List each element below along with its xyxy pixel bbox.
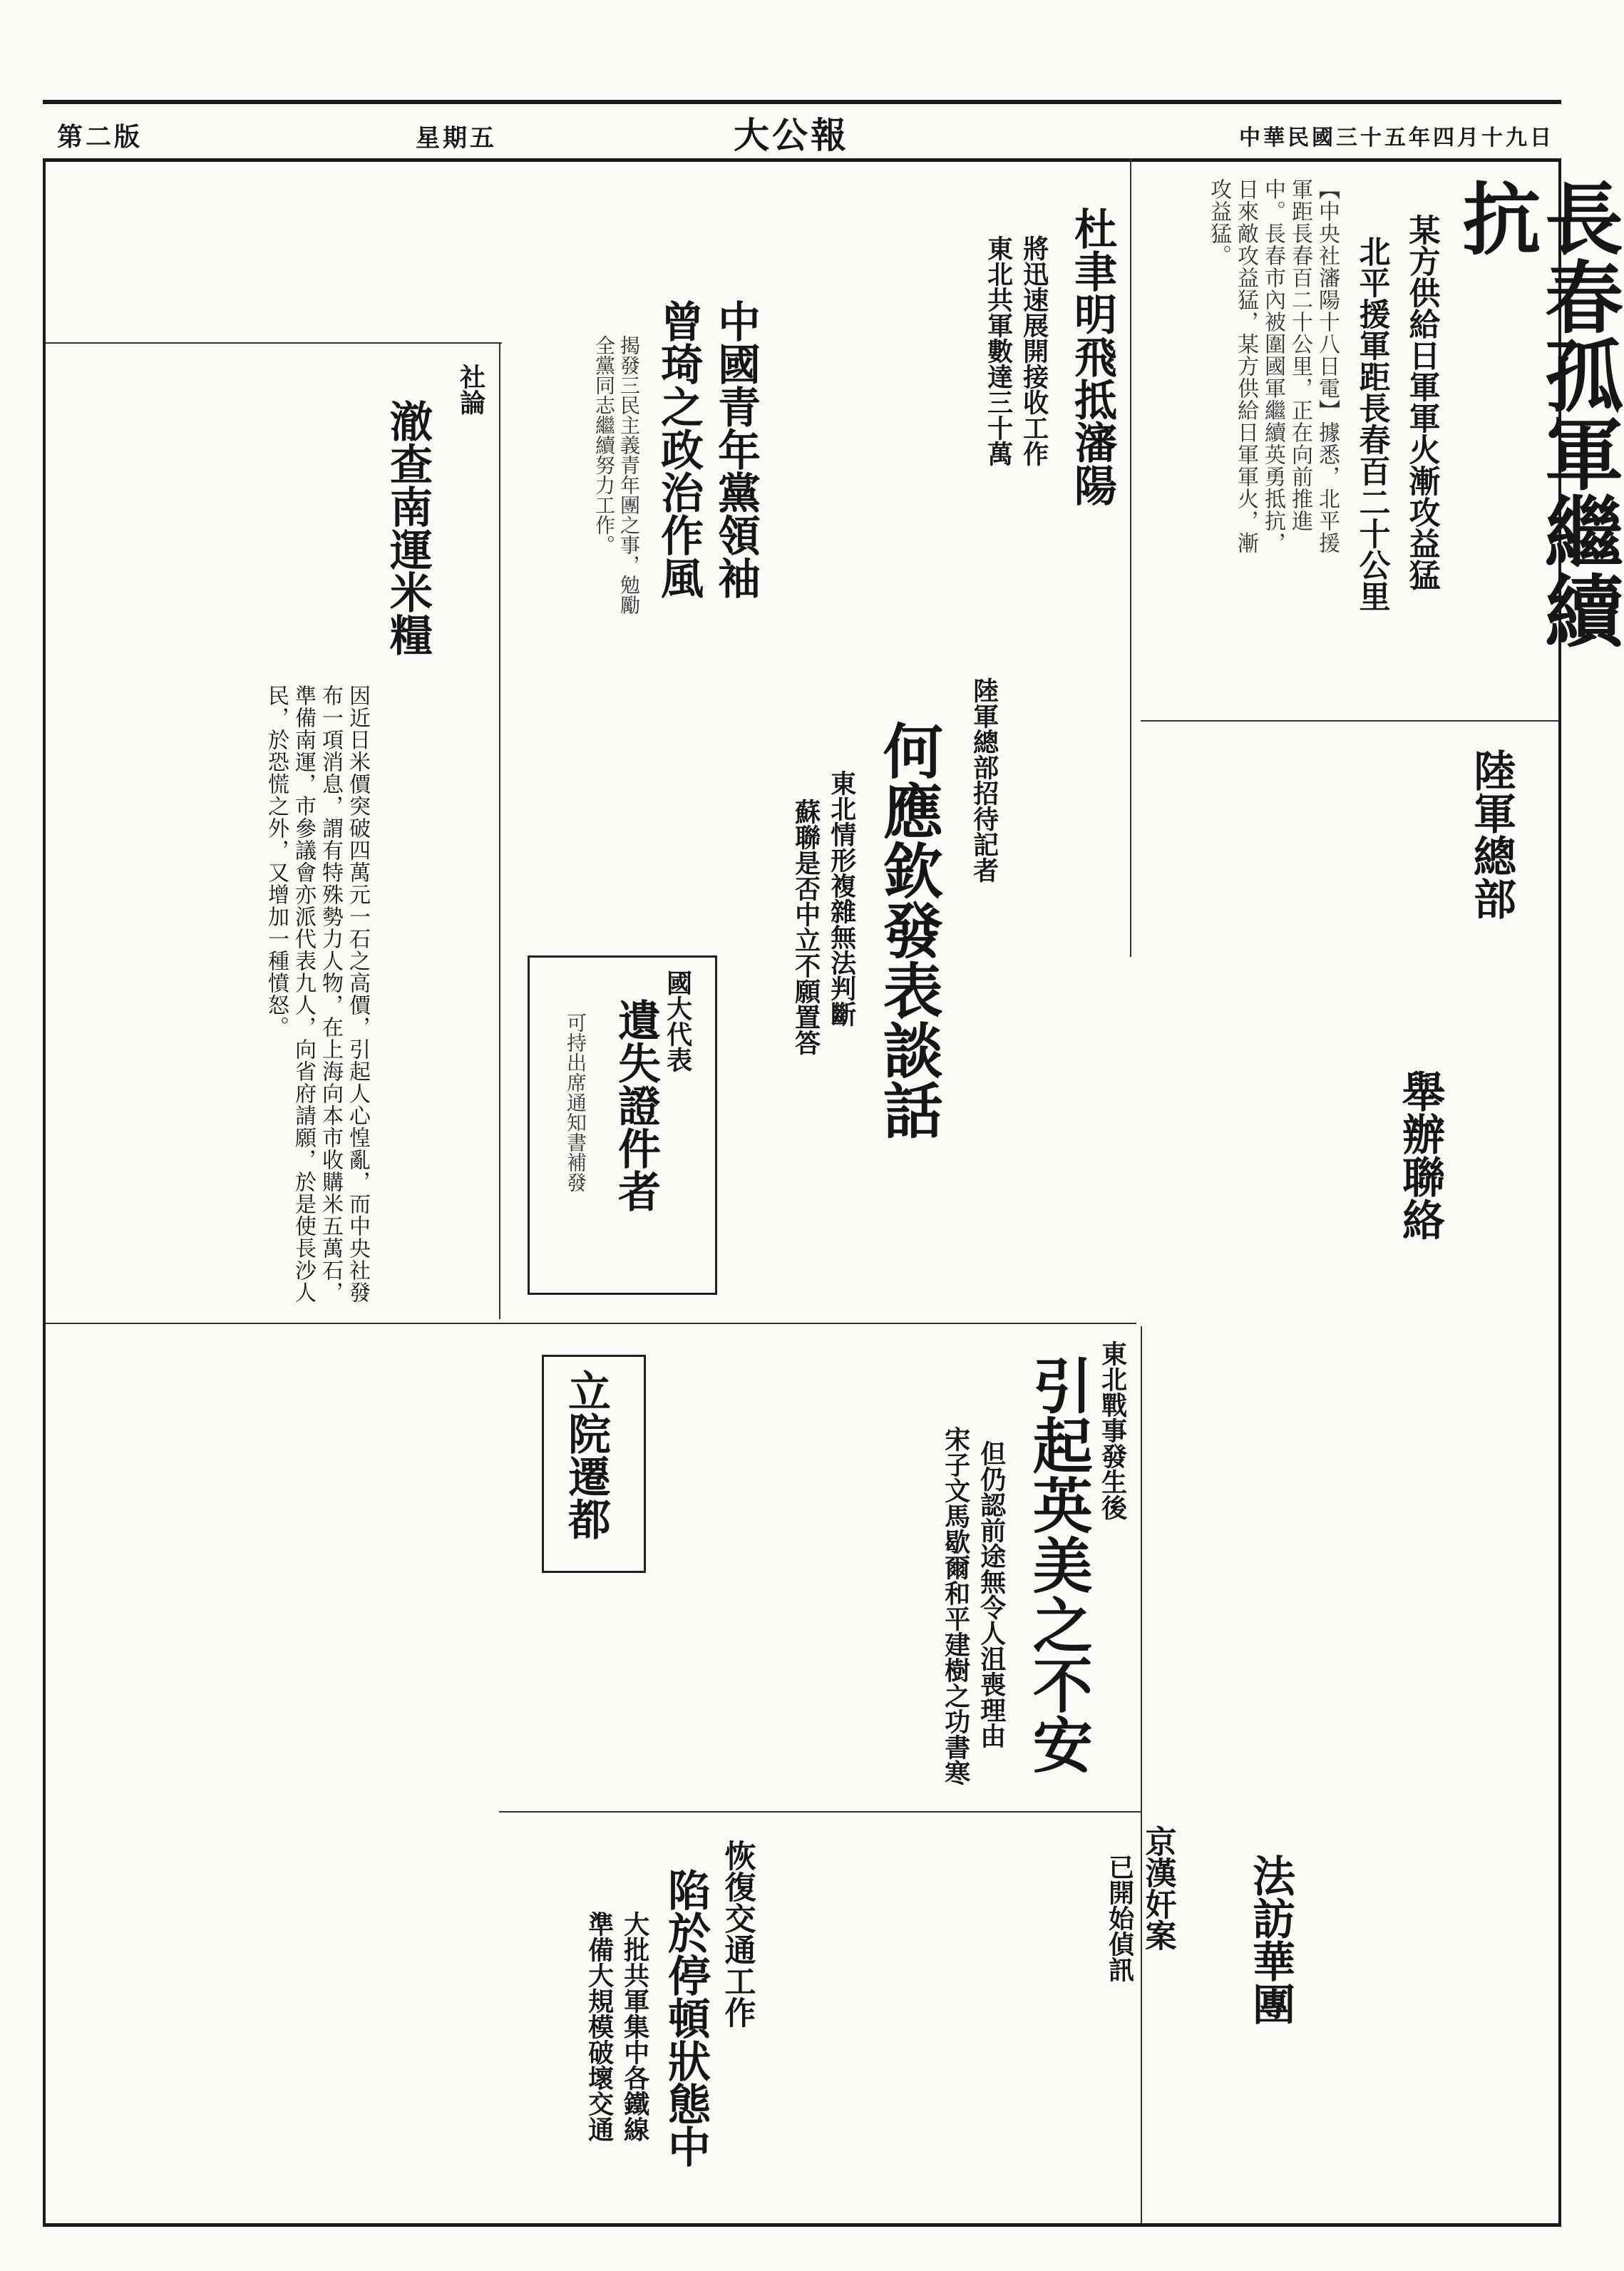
traffic-headline-2: 陷於停頓狀態中 <box>661 1868 711 2168</box>
he-kicker: 陸軍總部招待記者 <box>969 677 999 883</box>
column-divider <box>1130 158 1131 957</box>
divider <box>499 1811 1141 1813</box>
divider <box>1141 720 1558 722</box>
du-subhead: 將迅速展開接收工作 <box>1019 235 1049 466</box>
changchun-body: 【中央社瀋陽十八日電】據悉，北平援軍距長春百二十公里，正在向前推進中。長春市內被圍國軍繼續英勇抵抗，日來敵攻益猛，某方供給日軍軍火，漸攻益猛。 <box>1206 178 1340 554</box>
northeast-kicker: 東北戰事發生後 <box>1097 1340 1128 1520</box>
youth-headline: 中國青年黨領袖 <box>711 299 761 599</box>
changchun-subhead: 某方供給日軍軍火漸攻益猛 <box>1403 214 1440 590</box>
editorial-label: 社論 <box>456 364 486 415</box>
column-divider <box>1141 1326 1142 2223</box>
right-headline: 陸軍總部 <box>1466 749 1516 920</box>
delegate-headline-2: 遺失證件者 <box>611 998 661 1212</box>
editorial-body: 因近日米價突破四萬元一石之高價，引起人心惶亂，而中央社發布一項消息，謂有特殊勢力人物，在上海向本市收購米五萬石，準備南運，市參議會亦派代表九人，向省府請願，於是使長沙人民，於恐慌之外，又增加一種憤怒。 <box>264 685 370 1303</box>
bottom-rule <box>43 2223 1561 2227</box>
northeast-subhead-2: 宋子文馬歇爾和平建樹之功書寒 <box>940 1426 971 1785</box>
jinghan-headline: 京漢奸案 <box>1139 1825 1176 1951</box>
he-headline: 何應欽發表談話 <box>873 720 945 1139</box>
legislature-headline: 立院遷都 <box>561 1369 611 1540</box>
delegate-body: 可持出席通知書補發 <box>564 1013 587 1192</box>
traffic-subhead-2: 準備大規模破壞交通 <box>584 1911 615 2142</box>
court-headline: 法訪華團 <box>1245 1854 1295 2025</box>
changchun-headline: 長春孤軍繼續抗 <box>1449 178 1624 649</box>
divider <box>46 342 502 344</box>
editorial-headline: 澈查南運米糧 <box>383 399 433 656</box>
northeast-headline: 引起英美之不安 <box>1023 1355 1094 1774</box>
he-subhead: 東北情形複雜無法判斷 <box>826 770 857 1027</box>
masthead-date: 中華民國三十五年四月十九日 <box>1239 125 1554 150</box>
delegate-headline: 國大代表 <box>662 970 693 1072</box>
northeast-subhead: 但仍認前途無令人沮喪理由 <box>976 1440 1007 1748</box>
right-headline-2: 舉辦聯絡 <box>1395 1070 1445 1241</box>
top-rule <box>43 100 1561 104</box>
masthead-paper-name: 大公報 <box>734 114 849 156</box>
traffic-subhead: 大批共軍集中各鐵線 <box>620 1911 650 2142</box>
masthead-day: 星期五 <box>416 124 497 153</box>
he-subhead-2: 蘇聯是否中立不願置答 <box>791 799 821 1055</box>
du-subhead-2: 東北共軍數達三十萬 <box>983 235 1014 466</box>
changchun-subhead-2: 北平援軍距長春百二十公里 <box>1353 235 1390 612</box>
jinghan-subhead: 已開始偵訊 <box>1104 1854 1135 1982</box>
left-border <box>43 158 46 2226</box>
traffic-headline: 恢復交通工作 <box>719 1840 756 2028</box>
du-headline: 杜聿明飛抵瀋陽 <box>1067 207 1117 506</box>
column-divider <box>499 342 500 1319</box>
masthead-page-number: 第二版 <box>57 122 143 152</box>
youth-headline-2: 曾琦之政治作風 <box>654 299 704 599</box>
divider <box>46 1323 1136 1324</box>
masthead-rule <box>43 158 1561 162</box>
youth-body: 揭發三民主義青年團之事，勉勵全黨同志繼續努力工作。 <box>592 335 641 615</box>
